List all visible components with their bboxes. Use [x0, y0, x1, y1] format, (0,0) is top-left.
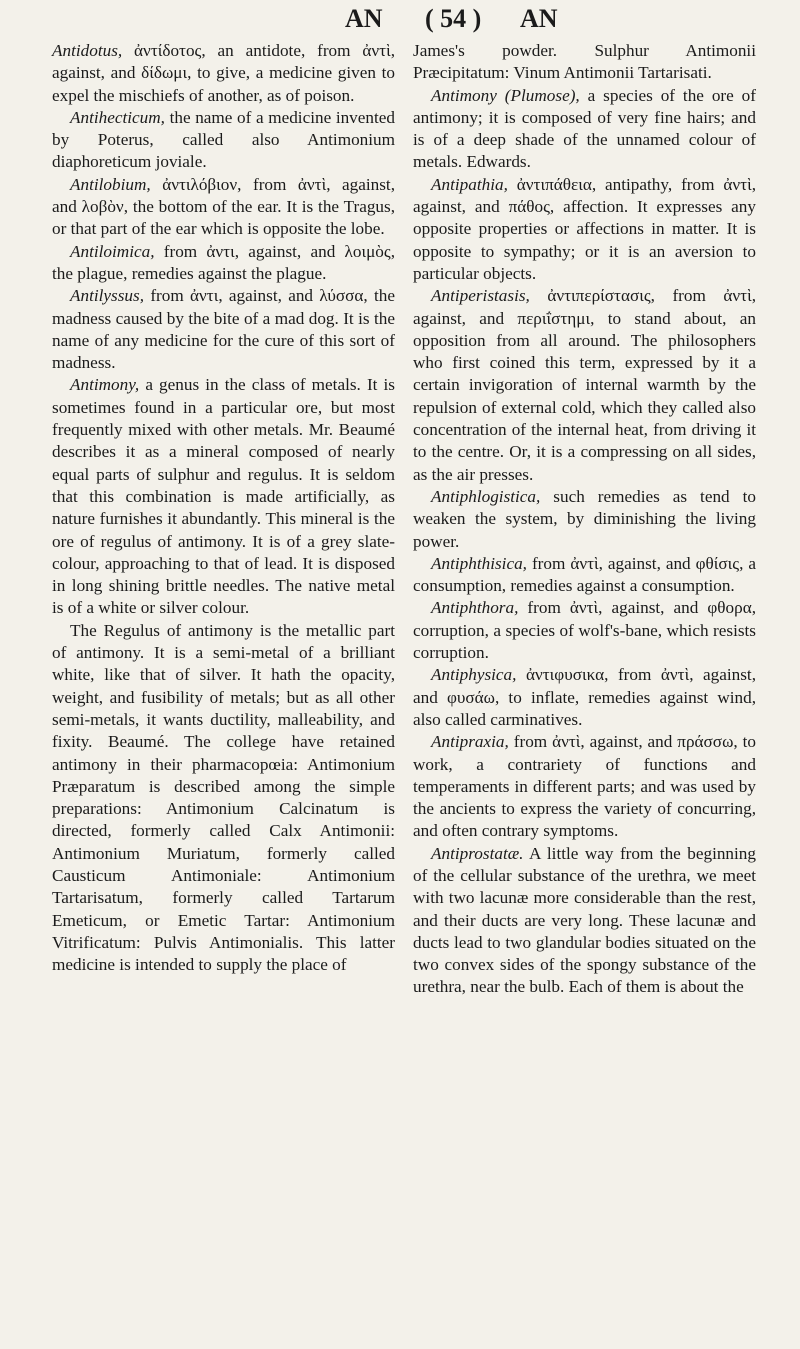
dictionary-entry — [413, 486, 756, 553]
dictionary-entry — [413, 174, 756, 285]
header-right-word: AN — [520, 4, 558, 33]
entry-headword: Antipathia, — [431, 174, 508, 194]
dictionary-entry — [52, 40, 395, 107]
dictionary-entry — [52, 174, 395, 241]
entry-text: ἀντιλόβιον, from ἀντὶ, against, and λοβὸν, the bottom of the ear. It is the Tragus, or that part of the ear which is opposite the lobe. — [52, 174, 395, 239]
entry-text: from ἀντι, against, and λοιμὸς, the plague, remedies against the plague. — [52, 241, 395, 283]
running-header — [0, 4, 800, 44]
entry-headword: Antiphlogistica, — [431, 486, 541, 506]
entry-text: James's powder. Sulphur Antimonii Præcipitatum: Vinum Antimonii Tartarisati. — [413, 41, 756, 83]
entry-headword: Antiprostatæ. — [431, 843, 524, 863]
dictionary-entry — [413, 85, 756, 174]
entry-headword: Antidotus, — [52, 41, 123, 60]
dictionary-entry — [413, 664, 756, 731]
dictionary-entry — [413, 731, 756, 842]
entry-headword: Antihecticum, — [70, 107, 165, 127]
entry-text: a genus in the class of metals. It is sometimes found in a particular ore, but most frequently mixed with other metals. Mr. Beaumé describes it as a mineral composed of nearly equal parts of sulphur and regulus. It is seldom that this combination is made artificially, as nature furnishes it abundantly. This mineral is the ore of regulus of antimony. It is of a grey slate-colour, approaching to that of lead. It is disposed in long shining brittle needles. The native metal is of a white or silver colour. — [52, 375, 395, 618]
dictionary-entry — [413, 285, 756, 486]
entry-text: from ἀντὶ, against, and πράσσω, to work, a contrariety of functions and temperaments in different parts; and was used by the ancients to express the variety of concurring, and often contrary symptoms. — [413, 732, 756, 841]
dictionary-entry — [52, 374, 395, 619]
entry-text: ἀντιπάθεια, antipathy, from ἀντὶ, against, and πάθος, affection. It expresses any opposite properties or affections in matter. It is opposite to sympathy; or it is an aversion to particular objects. — [413, 174, 756, 283]
right-column — [413, 40, 756, 999]
header-left-word: AN — [345, 4, 383, 33]
entry-text: from ἀντὶ, against, and φθορα, corruption, a species of wolf's-bane, which resists corruption. — [413, 598, 756, 663]
entry-headword: Antilyssus, — [70, 286, 145, 306]
entry-text: a species of the ore of antimony; it is composed of very fine hairs; and is of a deep shade of the unnamed colour of metals. Edwards. — [413, 85, 756, 172]
entry-headword: Antilobium, — [70, 174, 151, 194]
entry-headword: Antiphthisica, — [431, 553, 527, 573]
entry-text: the name of a medicine invented by Poterus, called also Antimonium diaphoreticum joviale. — [52, 107, 395, 172]
entry-headword: Antimony, — [70, 375, 140, 395]
entry-text: from ἀντι, against, and λύσσα, the madness caused by the bite of a mad dog. It is the name of any medicine for the cure of this sort of madness. — [52, 286, 395, 373]
entry-headword: Antiphthora, — [431, 598, 519, 618]
entry-text: such remedies as tend to weaken the system, by diminishing the living power. — [413, 486, 756, 551]
dictionary-entry — [52, 107, 395, 174]
dictionary-entry — [413, 597, 756, 664]
entry-text: ἀντιφυσικα, from ἀντὶ, against, and φυσάω, to inflate, remedies against wind, also called carminatives. — [413, 665, 756, 729]
left-column — [52, 40, 395, 976]
page-number: ( 54 ) — [425, 4, 482, 33]
entry-text: from ἀντὶ, against, and φθίσις, a consumption, remedies against a consumption. — [413, 553, 756, 596]
entry-text: ἀντίδοτος, an antidote, from ἀντὶ, against, and δίδωμι, to give, a medicine given to expel the mischiefs of another, as of poison. — [52, 41, 395, 105]
entry-text: The Regulus of antimony is the metallic part of antimony. It is a semi-metal of a brilliant white, like that of silver. It hath the opacity, weight, and fusibility of metals; but as all other semi-metals, it wants ductility, malleability, and fixity. Beaumé. The college have retained antimony in their pharmacopœia: Antimonium Præparatum is described among the simple preparations: Antimonium Calcinatum is directed, formerly called Calx Antimonii: Antimonium Muriatum, formerly called Causticum Antimoniale: Antimonium Tartarisatum, formerly called Tartarum Emeticum, or Emetic Tartar: Antimonium Vitrificatum: Pulvis Antimonialis. This latter medicine is intended to supply the place of — [52, 620, 395, 975]
entry-headword: Antiloimica, — [70, 241, 155, 261]
dictionary-entry — [52, 620, 395, 977]
entry-text: A little way from the beginning of the cellular substance of the urethra, we meet with two lacunæ more considerable than the rest, and their ducts are very long. These lacunæ and ducts lead to two glandular bodies situated on the two convex sides of the spongy substance of the urethra, near the bulb. Each of them is about the — [413, 843, 756, 997]
dictionary-entry — [413, 843, 756, 999]
entry-headword: Antimony (Plumose), — [431, 85, 580, 105]
dictionary-entry — [52, 241, 395, 286]
entry-headword: Antiphysica, — [431, 665, 517, 685]
dictionary-entry — [52, 285, 395, 374]
entry-headword: Antiperistasis, — [431, 286, 530, 306]
entry-text: ἀντιπερίστασις, from ἀντὶ, against, and περιΐστημι, to stand about, an opposition from all around. The philosophers who first coined this term, expressed by it a certain invigoration of internal warmth by the repulsion of external cold, which they called also concentration of the internal heat, from driving it to the centre. Or, it is a compressing on all sides, as the air presses. — [413, 286, 756, 484]
entry-headword: Antipraxia, — [431, 732, 509, 752]
dictionary-entry — [413, 40, 756, 85]
dictionary-entry — [413, 553, 756, 598]
